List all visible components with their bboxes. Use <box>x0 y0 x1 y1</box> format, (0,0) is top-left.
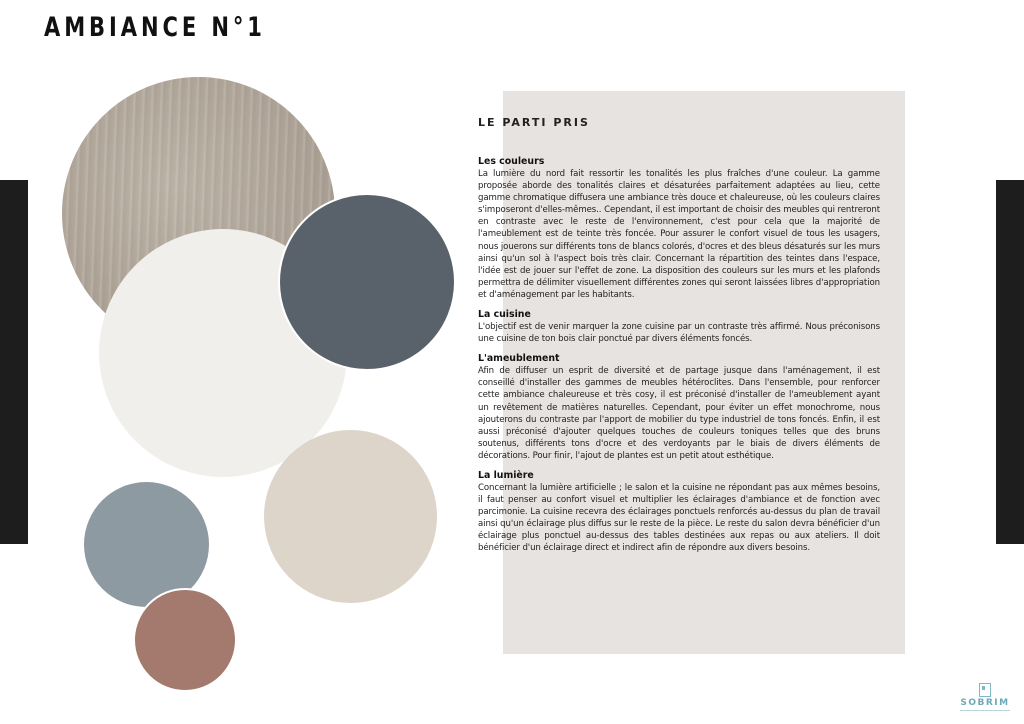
text-panel <box>478 116 880 563</box>
section-lighting <box>478 470 880 555</box>
panel-heading: LE PARTI PRIS <box>478 116 590 129</box>
page-title: AMBIANCE N°1 <box>44 12 266 43</box>
beige-swatch <box>264 430 437 603</box>
section-title: Les couleurs <box>478 156 545 167</box>
section-title: La lumière <box>478 469 534 481</box>
section-kitchen <box>478 309 880 345</box>
left-decorative-bar <box>0 180 28 544</box>
section-title: L'ameublement <box>478 353 560 365</box>
logo-underline <box>960 710 1010 713</box>
section-text: Afin de diffuser un esprit de diversité et de partage jusque dans l'aménagement, il est conseillé d'installer des gammes de meubles hétéroclites. Dans l'ensemble, pour renforcer cette ambiance chaleureuse et très cosy, il est préconisé d'installer de l'ameublement ayant un revêtement de matières naturelles. Cependant, pour éviter un effet monochrome, nous ajouterons du contraste par l'apport de mobilier du type industriel de tons foncés. Enfin, il est aussi préconisé d'ajouter quelques touches de couleurs toniques telles que des bruns soutenus, différents tons d'ocre et des verdoyants par le biais de divers éléments de décorations. Pour finir, l'ajout de plantes est un petit atout esthétique. <box>478 366 880 461</box>
logo-text: SOBRIM <box>960 698 1010 708</box>
sobrim-logo <box>958 683 1012 713</box>
section-colors <box>478 156 880 301</box>
section-text: L'objectif est de venir marquer la zone cuisine par un contraste très affirmé. Nous préconisons une cuisine de ton bois clair ponctué par divers éléments foncés. <box>478 322 880 345</box>
section-text: La lumière du nord fait ressortir les tonalités les plus fraîches d'une couleur. La gamme proposée aborde des tonalités claires et désaturées parfaitement adaptées au lieu, cette gamme chromatique diffusera une ambiance très douce et chaleureuse, où les couleurs claires s'imposeront d'elles-mêmes.. Cependant, il est important de choisir des meubles qui rentreront en contraste avec le reste de l'environnement, c'est pour cela que la majorité de l'ameublement est de teinte très foncée. Pour assurer le confort visuel de tous les usagers, nous jouerons sur différents tons de blancs colorés, d'ocres et des bleus désaturés sur les murs ainsi qu'un sol à l'aspect bois très clair. Concernant la répartition des teintes dans l'espace, l'idée est de jouer sur l'effet de zone. La disposition des couleurs sur les murs et les plafonds permettra de délimiter visuellement différentes zones qui seront laissées libres d'appropriation et d'aménagement par les habitants. <box>478 169 880 300</box>
right-decorative-bar <box>996 180 1024 544</box>
logo-icon <box>979 683 991 697</box>
section-text: Concernant la lumière artificielle ; le salon et la cuisine ne répondant pas aux mêmes besoins, il faut penser au confort visuel et multiplier les éclairages d'ambiance et de fonction avec parcimonie. La cuisine recevra des éclairages ponctuels renforcés au-dessus du plan de travail ainsi qu'un éclairage plus diffus sur le reste de la pièce. Le reste du salon devra bénéficier d'un éclairage plus ponctuel au-dessus des tables destinées aux repas ou aux ateliers. Il doit bénéficier d'un éclairage direct et indirect afin de répondre aux divers besoins. <box>478 482 880 554</box>
slate-swatch <box>278 193 456 371</box>
section-title: La cuisine <box>478 309 531 321</box>
terracotta-swatch <box>133 588 237 692</box>
section-furniture <box>478 353 880 462</box>
